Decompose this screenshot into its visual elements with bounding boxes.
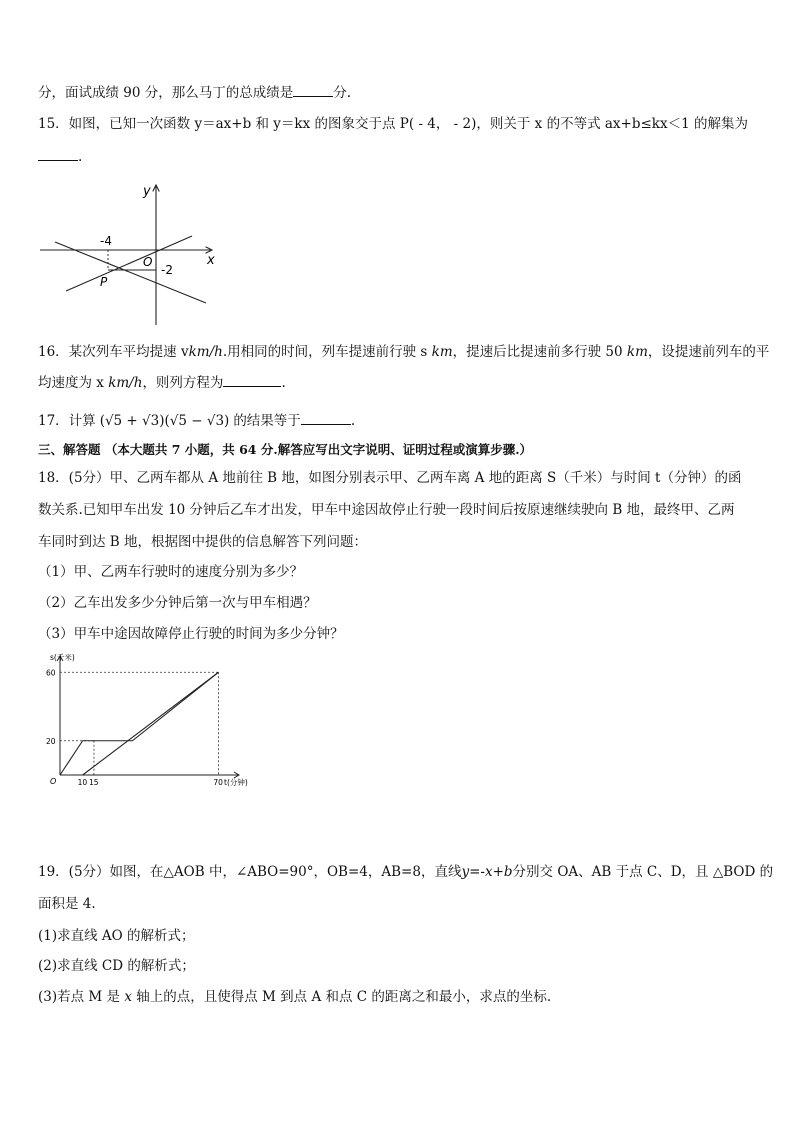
q14-text-end: 分. <box>333 85 352 101</box>
chart-x-tick-15: 15 <box>88 778 99 787</box>
q18-line3: 车同时到达 B 地，根据图中提供的信息解答下列问题： <box>38 534 368 550</box>
x-tick-label: -4 <box>100 234 112 248</box>
q19-sub3-var: x <box>124 989 132 1005</box>
q17-prefix: 17．计算 <box>38 413 96 429</box>
q16-text-f: ，则列方程为 <box>142 375 224 391</box>
q19-sub3-a: (3)若点 M 是 <box>38 989 121 1005</box>
q17-expression: (√5 + √3)(√5 − √3) <box>99 413 230 429</box>
q16-text-a: 16．某次列车平均提速 v <box>38 344 189 360</box>
q19-line1 <box>38 862 773 882</box>
origin-label: O <box>143 255 153 269</box>
chart-x-label: t(分钟) <box>224 778 248 787</box>
x-axis-label: x <box>207 253 215 268</box>
q16-unit-3: km <box>626 344 648 360</box>
q18-sub3: （3）甲车中途因故障停止行驶的时间为多少分钟？ <box>38 626 344 642</box>
q16-unit-1: km/h <box>188 344 223 360</box>
q18-line1: 18．(5分）甲、乙两车都从 A 地前往 B 地，如图分别表示甲、乙两车离 A 地的距离 S（千米）与时间 t（分钟）的函 <box>38 470 742 486</box>
q19-sub2: (2)求直线 CD 的解析式； <box>38 958 195 974</box>
q17-end: . <box>350 413 356 429</box>
q19-text-b: 分别交 OA、AB 于点 C、D，且 △BOD 的 <box>512 864 774 880</box>
q16-end: . <box>281 375 286 391</box>
q19-sub3 <box>38 987 551 1007</box>
chart-origin-label: O <box>50 777 57 786</box>
q18-line2: 数关系.已知甲车出发 10 分钟后乙车才出发，甲车中途因故停止行驶一段时间后按原速继续驶向 B 地，最终甲、乙两 <box>38 502 735 518</box>
q16-unit-4: km/h <box>108 375 143 391</box>
q14-text: 分，面试成绩 90 分，那么马丁的总成绩是 <box>38 85 294 101</box>
chart-y-tick-20: 20 <box>46 736 56 746</box>
y-axis-label: y <box>143 184 151 199</box>
chart-x-tick-10: 10 <box>77 778 88 787</box>
q16-text-e: 均速度为 x <box>38 375 104 391</box>
q16-unit-2: km <box>431 344 453 360</box>
q17-suffix: 的结果等于 <box>233 413 301 429</box>
y-tick-label: -2 <box>161 263 173 277</box>
q15-text: 15．如图，已知一次函数 y＝ax+b 和 y＝kx 的图象交于点 P( - 4， - 2)，则关于 x 的不等式 ax+b≤kx＜1 的解集为 <box>38 116 748 132</box>
q18-sub1: （1）甲、乙两车行驶时的速度分别为多少？ <box>38 564 304 580</box>
q19-line-equation: y=-x+b <box>461 864 513 880</box>
q19-text-a: 19．(5分）如图，在△AOB 中，∠ABO=90°，OB=4，AB=8，直线 <box>38 864 462 880</box>
q19-sub1: (1)求直线 AO 的解析式； <box>38 928 195 944</box>
q19-line2: 面积是 4. <box>38 896 96 912</box>
chart-series-yi <box>83 672 219 775</box>
q15-end: . <box>78 149 83 165</box>
q16-text-c: ，提速后比提速前多行驶 50 <box>452 344 623 360</box>
q16-text-b: .用相同的时间，列车提速前行驶 s <box>222 344 428 360</box>
chart-y-label: s(千米) <box>50 653 75 662</box>
chart-y-tick-60: 60 <box>46 668 56 678</box>
point-p-label: P <box>100 275 108 289</box>
q18-sub2: （2）乙车出发多少分钟后第一次与甲车相遇？ <box>38 595 317 611</box>
chart-series-jia <box>60 672 218 775</box>
q19-sub3-b: 轴上的点，且使得点 M 到点 A 和点 C 的距离之和最小，求点的坐标. <box>136 989 552 1005</box>
section-3-title: 三、解答题 （本大题共 7 小题，共 64 分.解答应写出文字说明、证明过程或演算步骤.） <box>38 442 533 457</box>
q16-text-d: ，设提速前列车的平 <box>647 344 770 360</box>
chart-x-tick-70: 70 <box>213 778 223 787</box>
